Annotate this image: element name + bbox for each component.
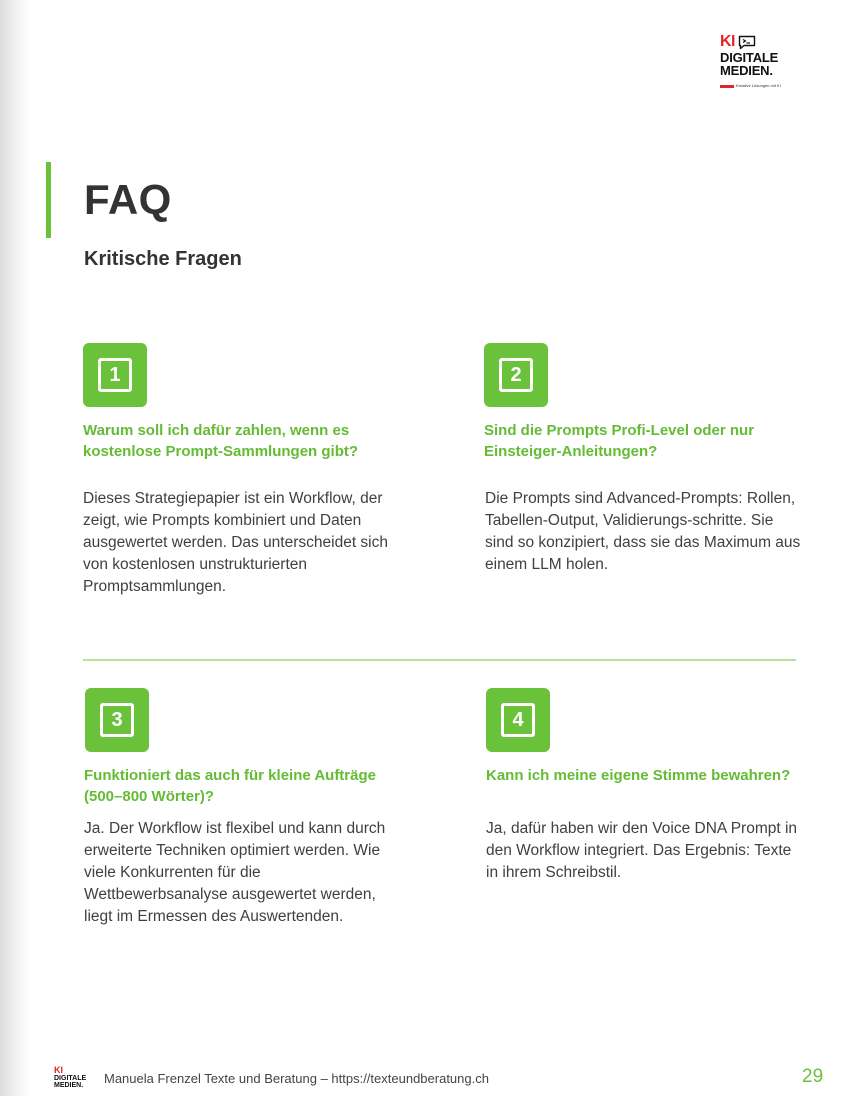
page-subtitle: Kritische Fragen [84,248,242,270]
faq-answer-3: Ja. Der Workflow ist flexibel und kann durch erweiterte Techniken optimiert werden. Wie viele Konkurrenten für die Wettbewerbsanalyse ausgewertet werden, liegt im Ermessen des Auswertenden. [84,820,386,925]
section-divider [83,659,796,661]
logo-tagline: Kreative Lösungen mit KI [736,83,781,89]
logo-medien-text: MEDIEN. [720,63,773,78]
page-number: 29 [802,1066,824,1087]
brand-logo [720,33,800,95]
page-title: FAQ [84,176,172,223]
chat-terminal-icon [738,35,756,50]
faq-number-2: 2 [499,358,533,392]
footer-logo [54,1066,94,1089]
footer-credit: Manuela Frenzel Texte und Beratung – https://texteundberatung.ch [104,1071,489,1086]
faq-answer-2: Die Prompts sind Advanced-Prompts: Rollen, Tabellen-Output, Validierungs-schritte. Sie sind so konzipiert, dass sie das Maximum aus einem LLM holen. [485,490,801,573]
faq-number-3: 3 [100,703,134,737]
logo-red-bar [720,85,734,88]
faq-number-badge-2 [484,343,548,407]
faq-number-4: 4 [501,703,535,737]
faq-answer-1: Dieses Strategiepapier ist ein Workflow, der zeigt, wie Prompts kombiniert und Daten ausgewertet werden. Das unterscheidet sich von kostenlosen unstrukturierten Promptsammlungen. [83,490,388,595]
logo-ki-text: KI [720,33,735,50]
faq-number-badge-4 [486,688,550,752]
faq-question-4: Kann ich meine eigene Stimme bewahren? [486,767,791,784]
logo-digitale-text: DIGITALE [720,50,779,65]
footer-logo-medien: MEDIEN. [54,1082,84,1089]
title-accent-bar [46,162,51,238]
faq-question-2: Sind die Prompts Profi-Level oder nur Einsteiger-Anleitungen? [484,422,755,460]
faq-number-1: 1 [98,358,132,392]
faq-number-badge-1 [83,343,147,407]
faq-question-3: Funktioniert das auch für kleine Aufträge (500–800 Wörter)? [84,767,376,805]
footer-logo-digitale: DIGITALE [54,1075,87,1082]
page-spine-shadow [0,0,30,1096]
faq-number-badge-3 [85,688,149,752]
footer-logo-ki: KI [54,1065,63,1075]
faq-answer-4: Ja, dafür haben wir den Voice DNA Prompt in den Workflow integriert. Das Ergebnis: Texte in ihrem Schreibstil. [486,820,798,881]
faq-question-1: Warum soll ich dafür zahlen, wenn es kostenlose Prompt-Sammlungen gibt? [83,422,359,460]
